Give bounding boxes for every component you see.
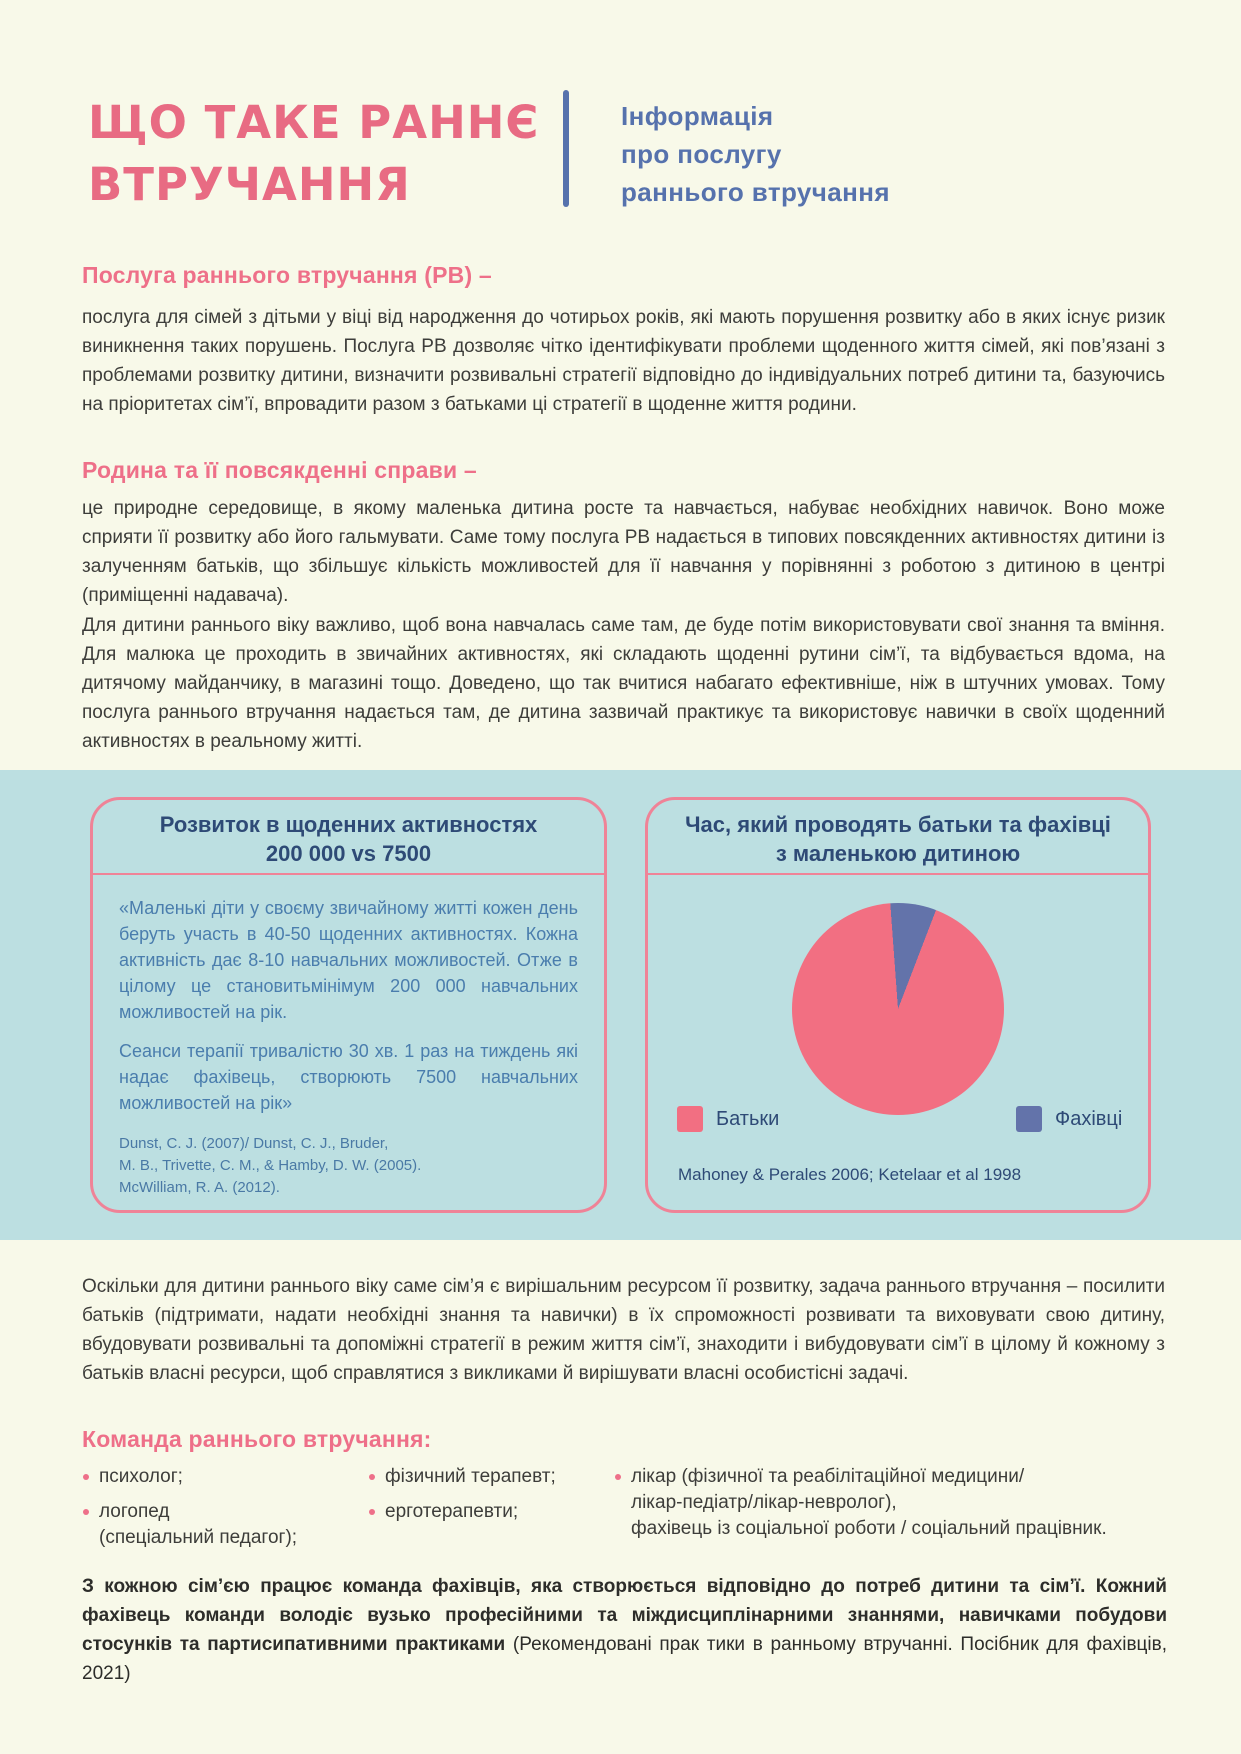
footer-paragraph [82, 1572, 1167, 1688]
quote-paragraph-1: «Маленькі діти у своєму звичайному житті кожен день беруть участь в 40-50 щоденних активностях. Кожна активність дає 8-10 навчальних можливостей. Отже в цілому це становитьмінімум 200 000 навчальних можливостей на рік. [119, 898, 578, 1022]
page-title-line-1: ЩО ТАКЕ РАННЄ [88, 96, 540, 149]
team-item-occupational-therapist: ерготерапевти; [368, 1499, 608, 1525]
header-subtitle [621, 97, 890, 211]
header-divider-bar [563, 90, 569, 207]
team-column-2 [368, 1464, 608, 1534]
citation-mahoney: Mahoney & Perales 2006; Ketelaar et al 1998 [678, 1165, 1022, 1184]
section-heading-family: Родина та її повсякденні справи – [82, 457, 477, 483]
citation-dunst-line-3: McWilliam, R. A. (2012). [119, 1179, 280, 1196]
section-heading-service: Послуга раннього втручання (РВ) – [82, 262, 492, 288]
team-column-1 [82, 1464, 364, 1560]
paragraph-service: послуга для сімей з дітьми у віці від народження до чотирьох років, які мають порушення розвитку або в яких існує ризик виникнення таких порушень. Послуга РВ дозволяє чітко ідентифікувати проблеми щоденного життя сімей, які пов’язані з проблемами розвитку дитини, визначити розвивальні стратегії відповідно до індивідуальних потреб дитини та, базуючись на пріоритетах сім’ї, впровадити разом з батьками ці стратегії в щоденне життя родини. [82, 307, 1165, 415]
card-time [645, 797, 1151, 1213]
team-item-physical-therapist: фізичний терапевт; [368, 1464, 608, 1490]
header-subtitle-line-3: раннього втручання [621, 177, 890, 207]
legend-parents [677, 1106, 779, 1132]
team-column-3 [614, 1464, 1165, 1551]
card-development-title-line-2: 200 000 vs 7500 [265, 840, 432, 866]
header-subtitle-line-2: про послугу [621, 139, 782, 169]
bullet-icon [369, 1509, 375, 1515]
paragraph-resource: Оскільки для дитини раннього віку саме сім’я є вирішальним ресурсом її розвитку, задача раннього втручання – посилити батьків (підтримати, надати необхідні знання та навички) в їх спроможності розвивати та виховувати свою дитину, вбудовувати розвивальні та допоміжні стратегії в режим життя сім’ї, знаходити і вибудовувати сім’ї в цілому й кожному з батьків власні ресурси, щоб справлятися з викликами й вирішувати власні особистісні задачі. [82, 1276, 1165, 1384]
bullet-icon [369, 1474, 375, 1480]
team-item-speech-therapist: логопед (спеціальний педагог); [82, 1499, 364, 1551]
paragraph-family-1: це природне середовище, в якому маленька дитина росте та навчається, набуває необхідних навичок. Воно може сприяти її розвитку або його гальмувати. Саме тому послуга РВ надається в типових повсякденних активностях дитини із залученням батьків, що збільшує кількість можливостей для її навчання у порівнянні з роботою з дитиною в центрі (приміщенні надавача). [82, 498, 1165, 606]
pie-chart [792, 903, 1004, 1115]
citation-dunst [119, 1133, 578, 1199]
page-title-line-2: ВТРУЧАННЯ [88, 158, 411, 211]
legend-label-parents: Батьки [716, 1107, 780, 1130]
footer-bold-text: З кожною сім’єю працює команда фахівців, яка створюється відповідно до потреб дитини та сім’ї. Кожний фахівець команди володіє вузько професійними та міждисциплінарними знаннями, навичками побудови стосунків та партисипативними практиками [82, 1576, 1167, 1655]
card-development [90, 797, 607, 1213]
header-subtitle-line-1: Інформація [621, 101, 774, 131]
team-item-doctor: лікар (фізичної та реабілітаційної медицини/ лікар-педіатр/лікар-невролог), фахівець із соціальної роботи / соціальний працівник. [614, 1464, 1165, 1542]
card-time-title-line-1: Час, який проводять батьки та фахівці [685, 811, 1111, 837]
card-time-body [648, 875, 1148, 1211]
bullet-icon [83, 1474, 89, 1480]
legend-swatch-specialists-icon [1016, 1106, 1042, 1132]
bullet-icon [83, 1509, 89, 1515]
citation-dunst-line-2: M. B., Trivette, C. M., & Hamby, D. W. (2005). [119, 1157, 422, 1174]
card-time-header [648, 800, 1148, 875]
paragraph-family-2: Для дитини раннього віку важливо, щоб вона навчалась саме там, де буде потім використовувати свої знання та вміння. Для малюка це проходить в звичайних активностях, які складають щоденні рутини сім’ї, та відбувається вдома, на дитячому майданчику, в магазині тощо. Доведено, що так вчитися набагато ефективніше, ніж в штучних умовах. Тому послуга раннього втручання надається там, де дитина зазвичай практикує та використовує навички в своїх щоденний активностях в реальному житті. [82, 615, 1165, 752]
card-development-body [93, 875, 604, 1199]
card-development-title-line-1: Розвиток в щоденних активностях [159, 811, 538, 837]
page-title [88, 92, 539, 216]
citation-dunst-line-1: Dunst, C. J. (2007)/ Dunst, C. J., Bruder, [119, 1135, 389, 1152]
card-time-title-line-2: з маленькою дитиною [775, 840, 1021, 866]
footer-regular-text: (Рекомендовані прак тики в ранньому втручанні. Посібник для фахівців, 2021) [82, 1634, 1168, 1684]
legend-specialists [1016, 1106, 1122, 1132]
card-development-header [93, 800, 604, 875]
team-item-psychologist: психолог; [82, 1464, 364, 1490]
bullet-icon [615, 1474, 621, 1480]
legend-label-specialists: Фахівці [1055, 1107, 1123, 1130]
quote-paragraph-2: Сеанси терапії тривалістю 30 хв. 1 раз на тиждень які надає фахівець, створюють 7500 навчальних можливостей на рік» [119, 1041, 578, 1113]
legend-swatch-parents-icon [677, 1106, 703, 1132]
section-heading-team: Команда раннього втручання: [82, 1426, 432, 1452]
